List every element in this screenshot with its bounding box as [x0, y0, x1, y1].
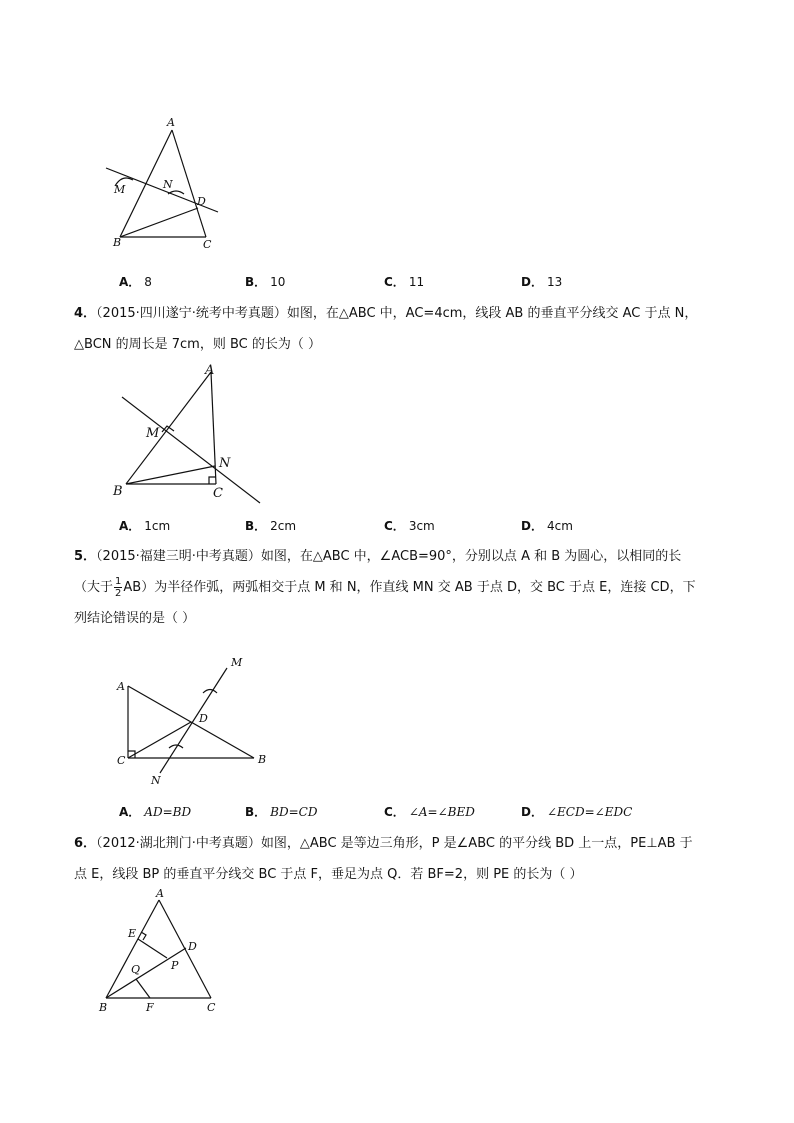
q6-segment-pe — [138, 939, 167, 958]
q4-label-b: B — [113, 484, 123, 499]
q4-stem-line1: 4．（2015·四川遂宁·统考中考真题）如图，在△ABC 中，AC=4cm，线段 AB 的垂直平分线交 AC 于点 N， — [74, 306, 698, 321]
q4-segment-ab — [126, 372, 211, 484]
q6-label-b: B — [99, 1001, 108, 1014]
q3-label-c: C — [203, 238, 212, 251]
q5-label-d: D — [199, 712, 208, 725]
q3-label-d: D — [197, 195, 206, 208]
q6-label-a: A — [156, 888, 164, 900]
q4-line-mn — [122, 397, 260, 503]
q4-stem — [74, 298, 724, 360]
q3-label-b: B — [113, 236, 122, 249]
q5-option-d: D． ∠ECD=∠EDC — [521, 805, 633, 819]
q5-option-c: C． ∠A=∠BED — [384, 805, 475, 819]
q6-stem — [74, 828, 724, 890]
q3-label-n: N — [163, 178, 173, 191]
q3-option-b: B． 10 — [245, 275, 286, 289]
q5-label-n: N — [151, 774, 161, 787]
q5-option-b: B． BD=CD — [245, 805, 318, 819]
q4-option-d: D． 4cm — [521, 519, 573, 533]
q5-option-a: A． AD=BD — [119, 805, 192, 819]
q3-figure — [100, 110, 240, 260]
q5-line-mn — [160, 668, 227, 773]
q6-segment-qf — [136, 979, 150, 998]
q3-option-c: C． 11 — [384, 275, 425, 289]
q5-stem — [74, 541, 724, 634]
q4-segment-bn — [126, 466, 215, 484]
q5-label-c: C — [117, 754, 126, 767]
q6-stem-line2: 点 E，线段 BP 的垂直平分线交 BC 于点 F，垂足为点 Q．若 BF=2，则 PE 的长为（ ） — [74, 867, 583, 882]
q4-label-c: C — [213, 486, 223, 501]
q4-stem-line2: △BCN 的周长是 7cm，则 BC 的长为（ ） — [74, 337, 322, 352]
q6-segment-bd — [106, 948, 186, 998]
q6-label-q: Q — [131, 963, 141, 976]
q6-label-c: C — [207, 1001, 216, 1014]
q6-segment-ab — [106, 900, 159, 998]
q5-stem-line3: 列结论错误的是（ ） — [74, 611, 196, 626]
q3-label-a: A — [167, 116, 175, 129]
q6-stem-line1: 6．（2012·湖北荆门·中考真题）如图，△ABC 是等边三角形，P 是∠ABC 的平分线 BD 上一点，PE⊥AB 于 — [74, 836, 693, 851]
q4-figure — [110, 360, 270, 510]
q5-stem-line1: 5．（2015·福建三明·中考真题）如图，在△ABC 中，∠ACB=90°，分别以点 A 和 B 为圆心，以相同的长 — [74, 549, 682, 564]
q5-label-m: M — [231, 656, 243, 669]
q4-label-a: A — [205, 363, 215, 378]
q6-label-p: P — [171, 959, 179, 972]
q5-stem-line2: （大于 $\frac{1}{2}$ AB）为半径作弧，两弧相交于点 M 和 N，作直线 MN 交 AB 于点 D，交 BC 于点 E，连接 CD，下 — [74, 576, 696, 599]
q4-label-n: N — [219, 456, 231, 471]
q6-right-angle-e — [141, 932, 146, 940]
q4-option-c: C． 3cm — [384, 519, 435, 533]
q4-right-angle-c — [209, 477, 216, 484]
q6-label-d: D — [188, 940, 197, 953]
q3-label-m: M — [114, 183, 126, 196]
q5-figure — [110, 650, 280, 790]
q4-option-b: B． 2cm — [245, 519, 297, 533]
q3-option-d: D． 13 — [521, 275, 563, 289]
q5-fraction: $\frac{1}{2}$ — [115, 576, 122, 599]
q6-figure — [95, 888, 225, 1018]
q3-segment-ac — [172, 130, 206, 237]
q6-label-f: F — [146, 1001, 154, 1014]
q3-option-a: A． 8 — [119, 275, 152, 289]
q6-label-e: E — [128, 927, 137, 940]
q5-label-a: A — [117, 680, 125, 693]
q4-label-m: M — [146, 426, 160, 441]
q4-option-a: A． 1cm — [119, 519, 171, 533]
q5-label-b: B — [258, 753, 267, 766]
q5-arc-m — [203, 690, 217, 694]
